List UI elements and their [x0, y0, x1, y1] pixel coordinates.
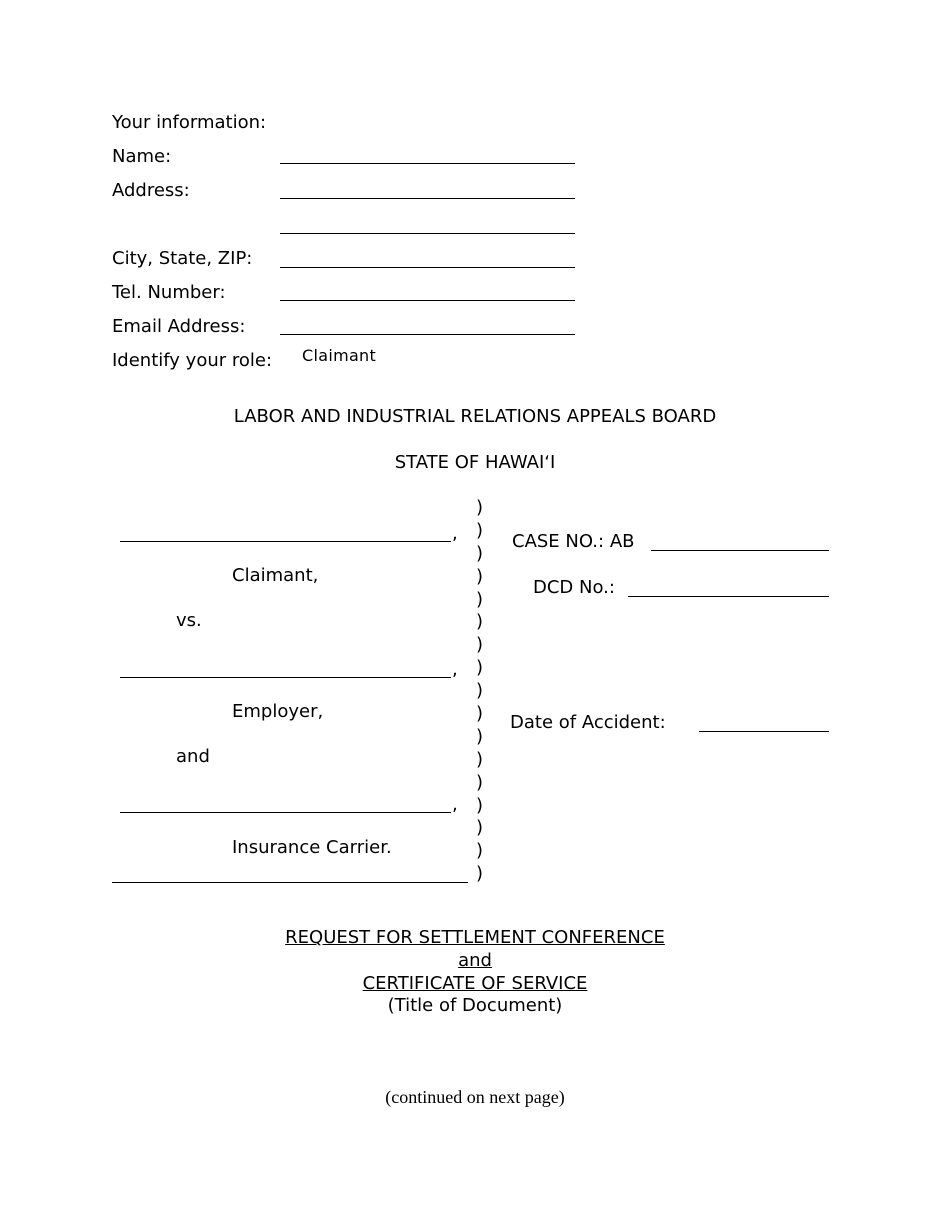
- paren: ): [476, 840, 484, 862]
- paren: ): [476, 497, 484, 518]
- paren: ): [476, 588, 484, 610]
- paren: ): [476, 817, 484, 839]
- paren: ): [476, 680, 484, 702]
- dcd-number-label: DCD No.:: [533, 577, 615, 598]
- city-state-zip-field[interactable]: [280, 267, 575, 268]
- paren: ): [476, 565, 484, 587]
- paren: ): [476, 771, 484, 793]
- and-label: and: [176, 746, 210, 767]
- employer-comma: ,: [452, 659, 458, 680]
- paren: ): [476, 748, 484, 770]
- paren: ): [476, 611, 484, 633]
- date-of-accident-field[interactable]: [699, 731, 829, 732]
- tel-number-field[interactable]: [280, 300, 575, 301]
- insurance-carrier-name-field[interactable]: [120, 812, 451, 813]
- case-number-label: CASE NO.: AB: [512, 531, 635, 552]
- claimant-name-field[interactable]: [120, 541, 451, 542]
- role-value-field[interactable]: Claimant: [302, 346, 377, 365]
- email-address-field[interactable]: [280, 334, 575, 335]
- board-title: LABOR AND INDUSTRIAL RELATIONS APPEALS BOARD: [233, 406, 717, 427]
- tel-number-label: Tel. Number:: [112, 282, 226, 303]
- paren: ): [476, 863, 484, 885]
- paren: ): [476, 703, 484, 725]
- your-information-heading: Your information:: [112, 112, 267, 133]
- vs-label: vs.: [176, 610, 202, 631]
- caption-bottom-rule: [112, 882, 468, 883]
- dcd-number-field[interactable]: [628, 596, 829, 597]
- caption-paren-column: [476, 497, 488, 886]
- employer-label: Employer,: [232, 701, 324, 722]
- claimant-label: Claimant,: [232, 565, 319, 586]
- paren: ): [476, 794, 484, 816]
- document-title-line-1: REQUEST FOR SETTLEMENT CONFERENCE: [285, 927, 665, 948]
- paren: ): [476, 634, 484, 656]
- document-title-line-3: CERTIFICATE OF SERVICE: [362, 973, 588, 994]
- paren: ): [476, 657, 484, 679]
- paren: ): [476, 519, 484, 541]
- address-line-2-field[interactable]: [280, 233, 575, 234]
- paren: ): [476, 542, 484, 564]
- insurance-carrier-label: Insurance Carrier.: [232, 837, 392, 858]
- document-title-line-2: and: [458, 950, 492, 971]
- document-title-caption: (Title of Document): [387, 995, 563, 1016]
- state-title: STATE OF HAWAIʻI: [394, 452, 556, 473]
- employer-name-field[interactable]: [120, 677, 451, 678]
- paren: ): [476, 725, 484, 747]
- name-field[interactable]: [280, 163, 575, 164]
- carrier-comma: ,: [452, 794, 458, 815]
- address-label: Address:: [112, 180, 190, 201]
- name-label: Name:: [112, 146, 172, 167]
- claimant-comma: ,: [452, 523, 458, 544]
- city-state-zip-label: City, State, ZIP:: [112, 248, 253, 269]
- address-line-1-field[interactable]: [280, 198, 575, 199]
- identify-role-label: Identify your role:: [112, 350, 273, 371]
- continued-note: (continued on next page): [385, 1087, 565, 1107]
- email-address-label: Email Address:: [112, 316, 246, 337]
- date-of-accident-label: Date of Accident:: [510, 712, 666, 733]
- case-number-field[interactable]: [651, 550, 829, 551]
